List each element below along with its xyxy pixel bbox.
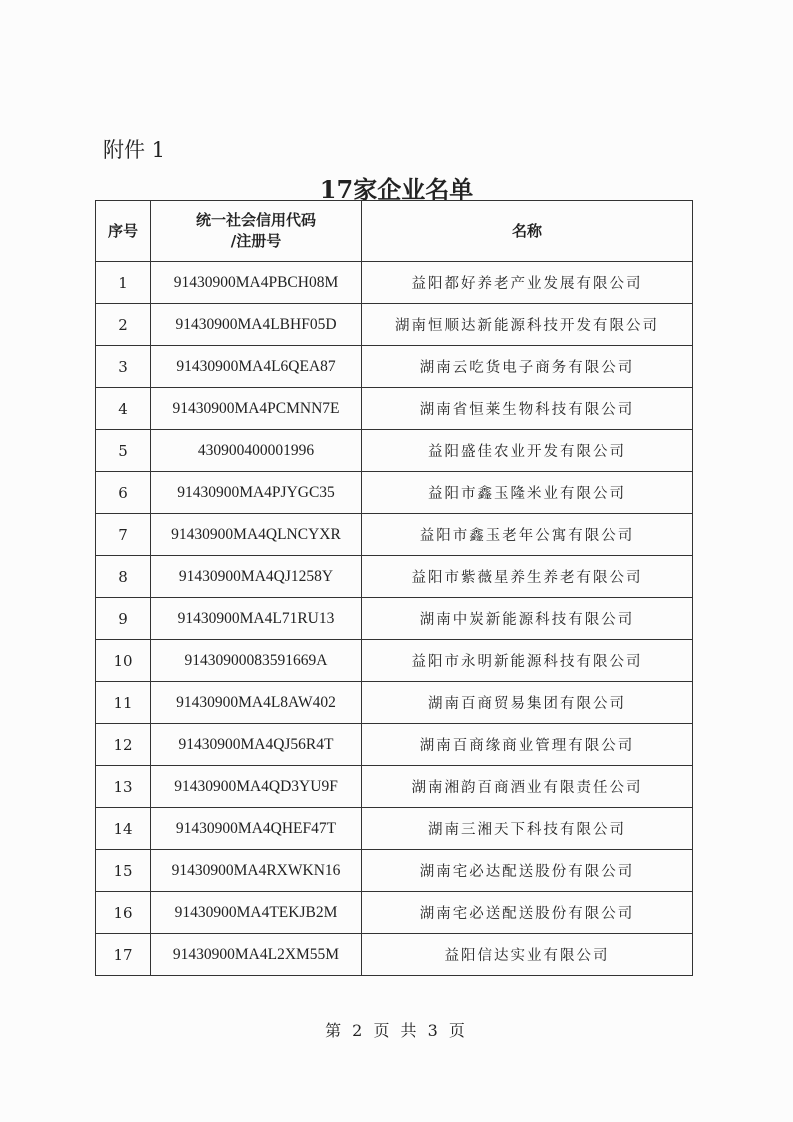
cell-name: 湖南湘韵百商酒业有限责任公司 [362,766,693,808]
table-row [96,766,693,808]
table-row [96,304,693,346]
cell-code: 91430900MA4TEKJB2M [151,892,362,934]
table-row [96,472,693,514]
cell-index: 5 [96,430,151,472]
table-row [96,430,693,472]
cell-index: 9 [96,598,151,640]
cell-name: 湖南恒顺达新能源科技开发有限公司 [362,304,693,346]
company-table [95,200,693,976]
cell-index: 16 [96,892,151,934]
table-row [96,262,693,304]
cell-index: 11 [96,682,151,724]
cell-name: 益阳市紫薇星养生养老有限公司 [362,556,693,598]
cell-index: 6 [96,472,151,514]
table-row [96,724,693,766]
cell-code: 91430900MA4L8AW402 [151,682,362,724]
cell-index: 12 [96,724,151,766]
cell-index: 14 [96,808,151,850]
cell-name: 益阳市鑫玉隆米业有限公司 [362,472,693,514]
table-row [96,346,693,388]
cell-code: 91430900MA4L2XM55M [151,934,362,976]
cell-name: 湖南百商贸易集团有限公司 [362,682,693,724]
cell-name: 湖南三湘天下科技有限公司 [362,808,693,850]
cell-name: 湖南中炭新能源科技有限公司 [362,598,693,640]
cell-name: 湖南省恒莱生物科技有限公司 [362,388,693,430]
table-row [96,598,693,640]
header-name: 名称 [362,201,693,262]
table-header-row [96,201,693,262]
cell-code: 91430900MA4PBCH08M [151,262,362,304]
cell-index: 17 [96,934,151,976]
cell-code: 91430900MA4QD3YU9F [151,766,362,808]
cell-code: 91430900MA4PCMNN7E [151,388,362,430]
table-row [96,682,693,724]
header-index: 序号 [96,201,151,262]
cell-code: 91430900MA4L71RU13 [151,598,362,640]
page-title: 17家企业名单 [319,175,474,204]
cell-name: 湖南宅必达配送股份有限公司 [362,850,693,892]
table-row [96,388,693,430]
table-row [96,514,693,556]
table-row [96,892,693,934]
cell-index: 4 [96,388,151,430]
cell-code: 91430900MA4LBHF05D [151,304,362,346]
cell-code: 91430900MA4RXWKN16 [151,850,362,892]
cell-name: 益阳市鑫玉老年公寓有限公司 [362,514,693,556]
table-row [96,808,693,850]
cell-code: 91430900MA4PJYGC35 [151,472,362,514]
cell-index: 2 [96,304,151,346]
cell-code: 91430900MA4QLNCYXR [151,514,362,556]
cell-name: 湖南百商缘商业管理有限公司 [362,724,693,766]
cell-code: 430900400001996 [151,430,362,472]
cell-index: 15 [96,850,151,892]
header-code-line2: /注册号 [230,232,282,250]
cell-name: 湖南云吃货电子商务有限公司 [362,346,693,388]
table-row [96,640,693,682]
cell-index: 7 [96,514,151,556]
cell-name: 益阳盛佳农业开发有限公司 [362,430,693,472]
cell-code: 91430900MA4QHEF47T [151,808,362,850]
cell-name: 益阳都好养老产业发展有限公司 [362,262,693,304]
cell-index: 10 [96,640,151,682]
cell-index: 3 [96,346,151,388]
cell-code: 91430900MA4L6QEA87 [151,346,362,388]
cell-code: 91430900083591669A [151,640,362,682]
table-row [96,934,693,976]
header-code-line1: 统一社会信用代码 [195,211,316,229]
cell-code: 91430900MA4QJ56R4T [151,724,362,766]
attachment-label: 附件 1 [103,138,166,162]
cell-index: 1 [96,262,151,304]
cell-name: 湖南宅必送配送股份有限公司 [362,892,693,934]
cell-index: 8 [96,556,151,598]
header-code [151,201,362,262]
cell-code: 91430900MA4QJ1258Y [151,556,362,598]
cell-index: 13 [96,766,151,808]
cell-name: 益阳信达实业有限公司 [362,934,693,976]
page-number: 第 2 页 共 3 页 [325,1021,468,1040]
table-row [96,850,693,892]
cell-name: 益阳市永明新能源科技有限公司 [362,640,693,682]
table-row [96,556,693,598]
